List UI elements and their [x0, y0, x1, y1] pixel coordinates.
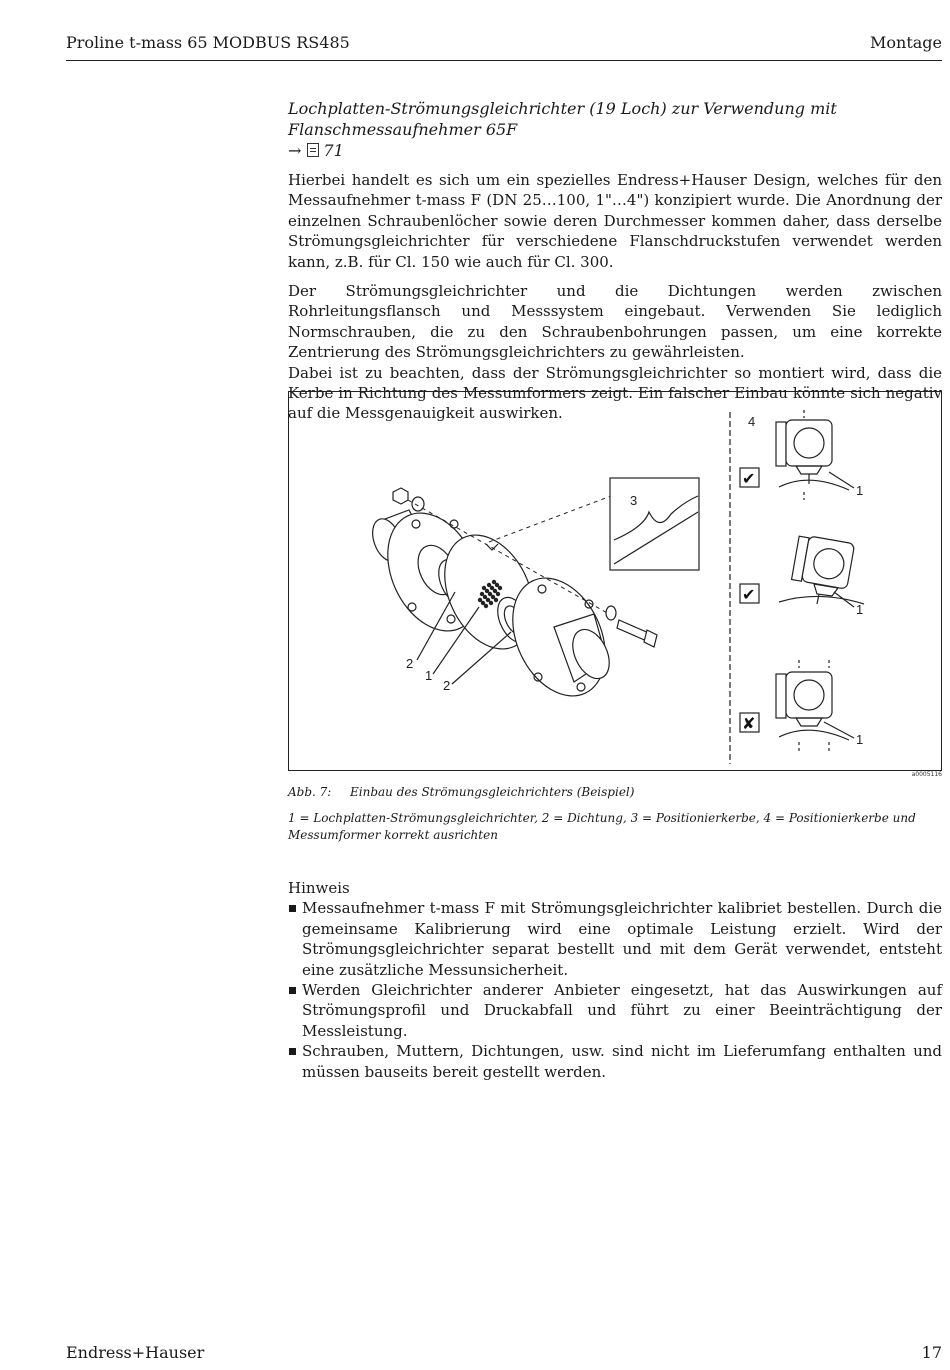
header-section: Montage: [870, 33, 942, 52]
label-plate: 1: [425, 668, 433, 683]
label-gasket-b: 2: [443, 678, 451, 693]
paragraph-installation: Der Strömungsgleichrichter und die Dichtungen werden zwischen Rohrleitungsflansch und Messsystem eingebaut. Verwenden Sie lediglich Normschrauben, die zu den Schraubenbohrungen passen, um eine korrekte Zentrierung des Strömungsgleichrichters zu gewährleisten.: [288, 282, 942, 362]
label-plate-2: 1: [856, 602, 864, 617]
note-item-text: Werden Gleichrichter anderer Anbieter eingesetzt, hat das Auswirkungen auf Strömungsprofil und Druckabfall und führt zu einer Beeinträchtigung der Messleistung.: [302, 981, 942, 1040]
bullet-icon: [289, 905, 296, 912]
paragraph-intro: Hierbei handelt es sich um ein spezielles Endress+Hauser Design, welches für den Messaufnehmer t-mass F (DN 25…100, 1"…4") konzipiert wurde. Die Anordnung der einzelnen Schraubenlöcher sowie deren Durchmesser kommen daher, dass derselbe Strömungsgleichrichter für verschiedene Flanschdruckstufen verwendet werden kann, z.B. für Cl. 150 wie auch für Cl. 300.: [288, 171, 942, 271]
label-notch: 3: [630, 493, 638, 508]
figure-id: a0005116: [911, 771, 942, 778]
label-plate-3: 1: [856, 732, 864, 747]
paragraph-notch: Dabei ist zu beachten, dass der Strömungsgleichrichter so montiert wird, dass die Kerbe in Richtung des Messumformers zeigt. Ein falscher Einbau könnte sich negativ auf die Messgenauigkeit auswirken.: [288, 363, 942, 423]
label-alignment: 4: [748, 414, 756, 429]
detail-box: [610, 478, 699, 570]
document-icon: [307, 143, 319, 157]
installation-figure: [288, 391, 942, 771]
washer-left: [412, 497, 424, 511]
footer-company: Endress+Hauser: [66, 1343, 205, 1362]
figure-legend: 1 = Lochplatten-Strömungsgleichrichter, 2 = Dichtung, 3 = Positionierkerbe, 4 = Positionierkerbe und Messumformer korrekt ausrichten: [288, 811, 916, 842]
page-number: 17: [921, 1343, 942, 1362]
figure-caption: [288, 785, 634, 799]
label-gasket-a: 2: [406, 656, 414, 671]
note-title: Hinweis: [288, 879, 350, 897]
note-block: [288, 878, 942, 1082]
transmitter-wrong: [776, 660, 849, 752]
main-content: [288, 98, 942, 433]
subtitle-text: Lochplatten-Strömungsgleichrichter (19 Loch) zur Verwendung mit Flanschmessaufnehmer 65F: [288, 99, 837, 139]
ref-arrow: →: [288, 141, 302, 160]
washer-right: [606, 606, 616, 620]
note-item-text: Schrauben, Muttern, Dichtungen, usw. sind nicht im Lieferumfang enthalten und müssen bauseits bereit gestellt werden.: [302, 1042, 942, 1081]
caption-text: Einbau des Strömungsgleichrichters (Beispiel): [350, 785, 635, 799]
header-rule: [66, 60, 942, 61]
cross-icon: ✘: [742, 714, 756, 733]
checkmark-icon: ✔: [742, 469, 756, 488]
caption-label: Abb. 7:: [288, 785, 332, 799]
list-item: [288, 980, 942, 1041]
nut: [393, 488, 408, 504]
header-title: Proline t-mass 65 MODBUS RS485: [66, 33, 350, 52]
installation-diagram: [289, 392, 941, 770]
list-item: [288, 898, 942, 980]
bullet-icon: [289, 987, 296, 994]
checkmark-icon: ✔: [742, 585, 756, 604]
transmitter-correct-1: [776, 410, 849, 500]
note-item-text: Messaufnehmer t-mass F mit Strömungsgleichrichter kalibriet bestellen. Durch die gemeinsame Kalibrierung wird eine optimale Leistung erzielt. Wird der Strömungsgleichrichter separat bestellt und mit dem Gerät verwendet, entsteht eine zusätzliche Messunsicherheit.: [302, 899, 942, 979]
section-subtitle: [288, 98, 942, 161]
page-reference[interactable]: 71: [323, 141, 344, 160]
label-plate-1: 1: [856, 483, 864, 498]
list-item: [288, 1041, 942, 1082]
transmitter-correct-2: [779, 536, 864, 604]
bullet-icon: [289, 1048, 296, 1055]
note-list: [288, 898, 942, 1082]
